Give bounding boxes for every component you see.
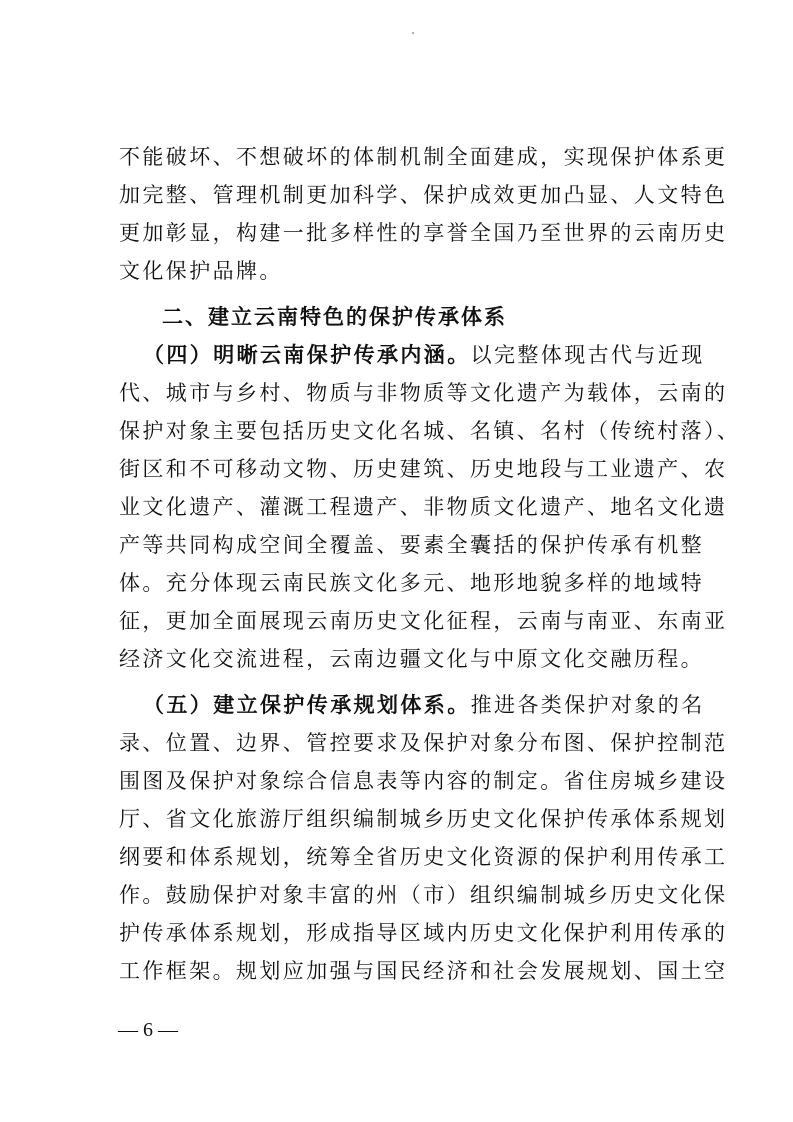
paragraph-5-first-line <box>143 693 705 717</box>
text-line: 街区和不可移动文物、历史建筑、历史地段与工业遗产、农 <box>119 457 728 481</box>
text-line: 保护对象主要包括历史文化名城、名镇、名村（传统村落）、 <box>119 419 741 443</box>
text-line: 录、位置、边界、管控要求及保护对象分布图、保护控制范 <box>119 731 728 755</box>
text-line: 纲要和体系规划，统筹全省历史文化资源的保护利用传承工 <box>119 845 728 869</box>
text-line: 围图及保护对象综合信息表等内容的制定。省住房城乡建设 <box>119 769 728 793</box>
scan-dot <box>412 32 414 34</box>
paragraph-5-label: （五）建立保护传承规划体系。 <box>143 692 471 717</box>
paragraph-4-first-text: 以完整体现古代与近现 <box>470 343 705 367</box>
text-line: 经济文化交流进程，云南边疆文化与中原文化交融历程。 <box>119 647 704 671</box>
paragraph-5-first-text: 推进各类保护对象的名 <box>470 693 705 717</box>
text-line: 文化保护品牌。 <box>119 259 283 283</box>
text-line: 作。鼓励保护对象丰富的州（市）组织编制城乡历史文化保 <box>119 883 728 907</box>
text-line: 加完整、管理机制更加科学、保护成效更加凸显、人文特色 <box>119 183 728 207</box>
text-line: 护传承体系规划，形成指导区域内历史文化保护利用传承的 <box>119 921 728 945</box>
text-line: 产等共同构成空间全覆盖、要素全囊括的保护传承有机整 <box>119 533 704 557</box>
page-number: — 6 — <box>118 1019 178 1041</box>
text-line: 不能破坏、不想破坏的体制机制全面建成，实现保护体系更 <box>119 145 728 169</box>
paragraph-4-label: （四）明晰云南保护传承内涵。 <box>143 342 471 367</box>
text-line: 工作框架。规划应加强与国民经济和社会发展规划、国土空 <box>119 959 728 983</box>
paragraph-4-first-line <box>143 343 705 367</box>
text-line: 厅、省文化旅游厅组织编制城乡历史文化保护传承体系规划 <box>119 807 728 831</box>
text-line: 代、城市与乡村、物质与非物质等文化遗产为载体，云南的 <box>119 381 728 405</box>
text-line: 体。充分体现云南民族文化多元、地形地貌多样的地域特 <box>119 571 704 595</box>
text-line: 更加彰显，构建一批多样性的享誉全国乃至世界的云南历史 <box>119 221 728 245</box>
text-line: 征，更加全面展现云南历史文化征程，云南与南亚、东南亚 <box>119 609 728 633</box>
text-line: 业文化遗产、灌溉工程遗产、非物质文化遗产、地名文化遗 <box>119 495 728 519</box>
section-heading: 二、建立云南特色的保护传承体系 <box>162 305 507 329</box>
